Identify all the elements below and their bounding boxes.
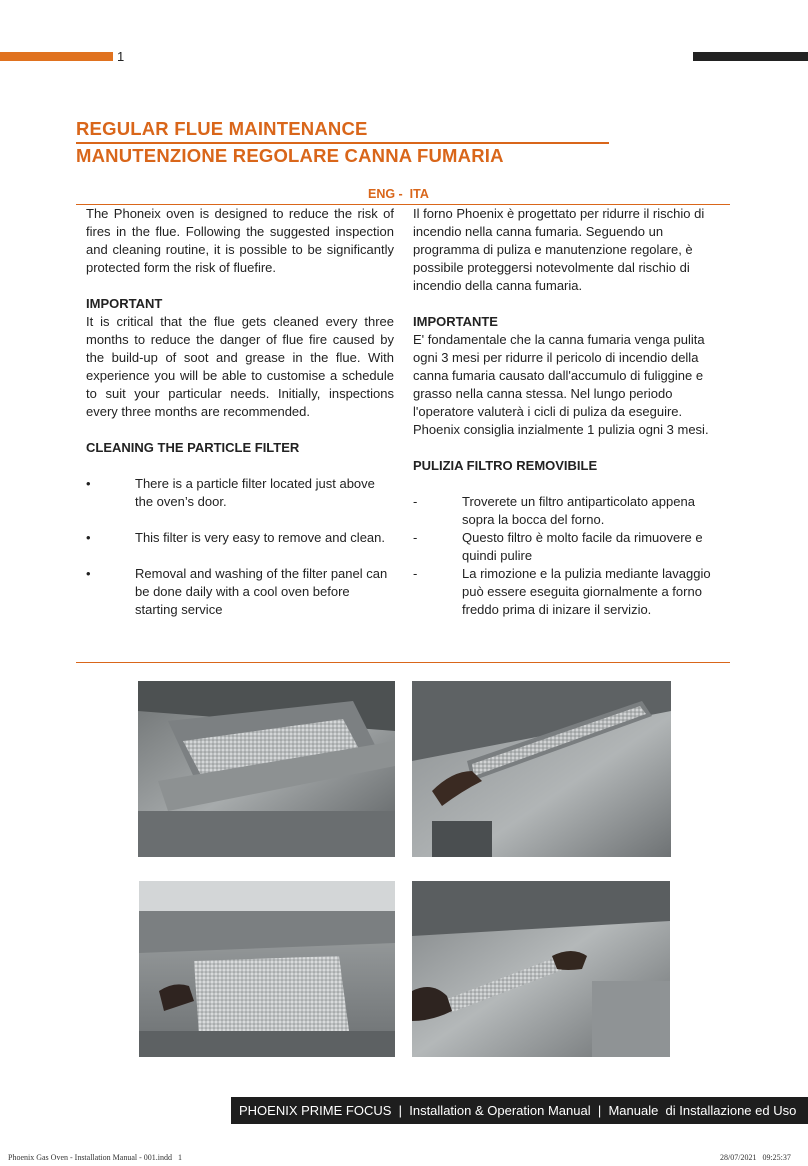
italian-important-text: E' fondamentale che la canna fumaria venga pulita ogni 3 mesi per ridurre il pericolo di incendio della canna fumaria causato dall'accumulo di fuliggine e grasso nella canna stessa. Nel lungo periodo l'operatore valuterà i cicli di puliza da eseguire. Phoenix consiglia inzialmente 1 pulizia ogni 3 mesi. — [413, 332, 709, 437]
english-bullet-item — [86, 565, 394, 619]
english-filter-heading: CLEANING THE PARTICLE FILTER — [86, 440, 300, 455]
bullet-mark: • — [86, 476, 91, 491]
italian-bullet-item — [413, 529, 725, 565]
print-slug-file: Phoenix Gas Oven - Installation Manual - 001.indd 1 — [8, 1153, 182, 1162]
english-bullet-text: Removal and washing of the filter panel can be done daily with a cool oven before starting service — [135, 566, 388, 617]
dash-mark: - — [413, 566, 418, 581]
english-column — [86, 205, 394, 619]
italian-column — [413, 205, 725, 619]
header-dark-bar — [693, 52, 808, 61]
bullet-mark: • — [86, 566, 91, 581]
english-intro: The Phoneix oven is designed to reduce the risk of fires in the flue. Following the suggested inspection and cleaning routine, it is possible to be significantly protected form the risk of fluefire. — [86, 206, 394, 275]
title-english: REGULAR FLUE MAINTENANCE — [76, 118, 368, 139]
italian-bullet-item — [413, 493, 725, 529]
print-slug-date: 28/07/2021 09:25:37 — [720, 1153, 791, 1162]
language-tag: ENG - ITA — [368, 187, 429, 201]
page-number: 1 — [117, 49, 125, 64]
english-bullet-item — [86, 529, 394, 547]
english-important-text: It is critical that the flue gets cleaned every three months to reduce the danger of flue fire caused by the build-up of soot and grease in the flue. With experience you will be able to customise a schedule to suit your particular needs. Initially, inspections every three months are recommended. — [86, 314, 394, 419]
english-bullet-text: There is a particle filter located just above the oven’s door. — [135, 476, 375, 509]
header-accent-bar — [0, 52, 113, 61]
english-bullet-text: This filter is very easy to remove and clean. — [135, 530, 385, 545]
italian-intro: Il forno Phoenix è progettato per ridurre il rischio di incendio nella canna fumaria. Seguendo un programma di puliza e manutenzione regolare, è possibile proteggersi notevolmente dal rischio di incendio della canna fumaria. — [413, 206, 705, 293]
english-bullet-item — [86, 475, 394, 511]
bullet-mark: • — [86, 530, 91, 545]
italian-bullet-text: Questo filtro è molto facile da rimuovere e quindi pulire — [462, 530, 703, 563]
photo-filter-sliding — [412, 881, 670, 1057]
photo-filter-out — [139, 881, 395, 1057]
photo-filter-installed — [138, 681, 395, 857]
content-divider — [76, 662, 730, 663]
english-important-heading: IMPORTANT — [86, 296, 163, 311]
dash-mark: - — [413, 530, 418, 545]
footer-band: PHOENIX PRIME FOCUS | Installation & Operation Manual | Manuale di Installazione ed Uso — [231, 1097, 808, 1124]
italian-important-heading: IMPORTANTE — [413, 314, 498, 329]
italian-bullet-text: Troverete un filtro antiparticolato appena sopra la bocca del forno. — [462, 494, 695, 527]
italian-bullet-text: La rimozione e la pulizia mediante lavaggio può essere eseguita giornalmente a forno freddo prima di inizare il servizio. — [462, 566, 711, 617]
photo-filter-removal — [412, 681, 671, 857]
title-italian: MANUTENZIONE REGOLARE CANNA FUMARIA — [76, 145, 504, 166]
dash-mark: - — [413, 494, 418, 509]
title-divider — [76, 142, 609, 144]
italian-bullet-item — [413, 565, 725, 619]
italian-filter-heading: PULIZIA FILTRO REMOVIBILE — [413, 458, 598, 473]
